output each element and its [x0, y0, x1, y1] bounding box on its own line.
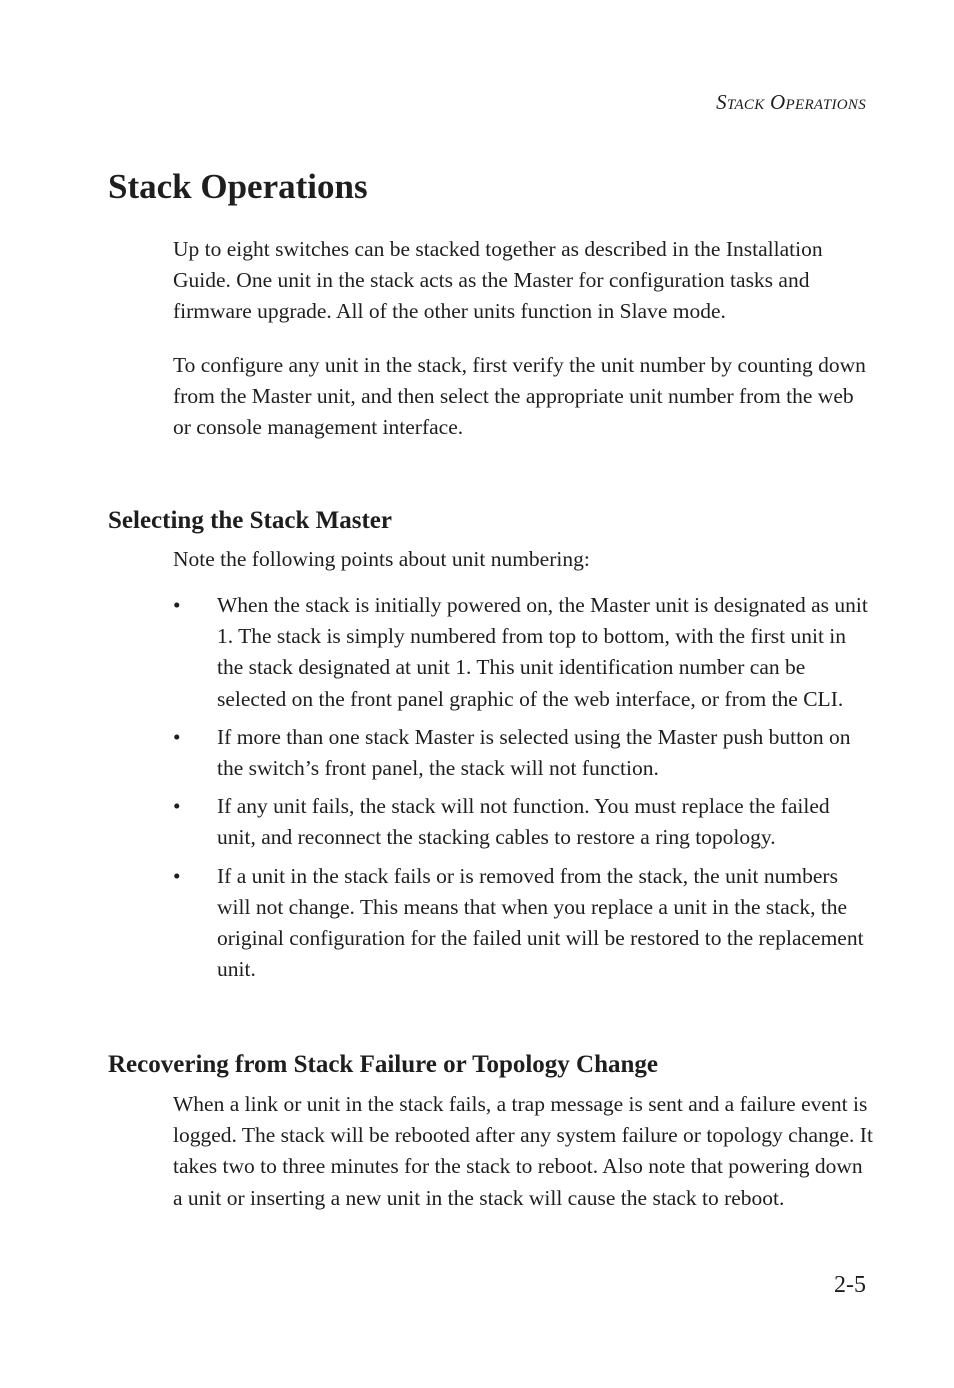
- lead-paragraph: Note the following points about unit numbering:: [173, 547, 590, 571]
- list-item-text: If any unit fails, the stack will not function. You must replace the failed unit, and reconnect the stacking cables to restore a ring topology.: [217, 794, 830, 850]
- list-item-text: If more than one stack Master is selected using the Master push button on the switch’s front panel, the stack will not function.: [217, 724, 851, 781]
- intro-paragraph-1: Up to eight switches can be stacked together as described in the Installation Guide. One unit in the stack acts as the Master for configuration tasks and firmware upgrade. All of the other units function in Slave mode.: [173, 237, 823, 324]
- page-number: 2-5: [834, 1272, 866, 1298]
- stack-master-bullet-list: [173, 590, 873, 985]
- section-heading-stack-master: Selecting the Stack Master: [108, 507, 392, 534]
- bullet-icon: •: [173, 593, 181, 617]
- bullet-icon: •: [173, 724, 181, 749]
- list-item-text: If a unit in the stack fails or is removed from the stack, the unit numbers will not change. This means that when you replace a unit in the stack, the original configuration for the failed unit will be restored to the replacement unit.: [217, 863, 864, 982]
- list-item: [173, 791, 873, 853]
- intro-paragraph-2: To configure any unit in the stack, first verify the unit number by counting down from the Master unit, and then select the appropriate unit number from the web or console management interface.: [173, 352, 866, 440]
- stack-master-lead: [173, 544, 873, 575]
- section-heading-recovery: Recovering from Stack Failure or Topology Change: [108, 1051, 658, 1078]
- page-title: Stack Operations: [108, 167, 368, 206]
- intro-section: [173, 234, 873, 443]
- bullet-icon: •: [173, 794, 181, 819]
- list-item: [173, 861, 873, 986]
- recovery-section: [173, 1089, 873, 1214]
- list-item-text: When the stack is initially powered on, the Master unit is designated as unit 1. The stack is simply numbered from top to bottom, with the first unit in the stack designated at unit 1. This unit identification number can be selected on the front panel graphic of the web interface, or from the CLI.: [217, 593, 868, 711]
- running-header: Stack Operations: [716, 90, 866, 114]
- list-item: [173, 590, 873, 715]
- recovery-paragraph: When a link or unit in the stack fails, a trap message is sent and a failure event is logged. The stack will be rebooted after any system failure or topology change. It takes two to three minutes for the stack to reboot. Also note that powering down a unit or inserting a new unit in the stack will cause the stack to reboot.: [173, 1092, 873, 1210]
- list-item: [173, 722, 873, 784]
- bullet-icon: •: [173, 863, 181, 888]
